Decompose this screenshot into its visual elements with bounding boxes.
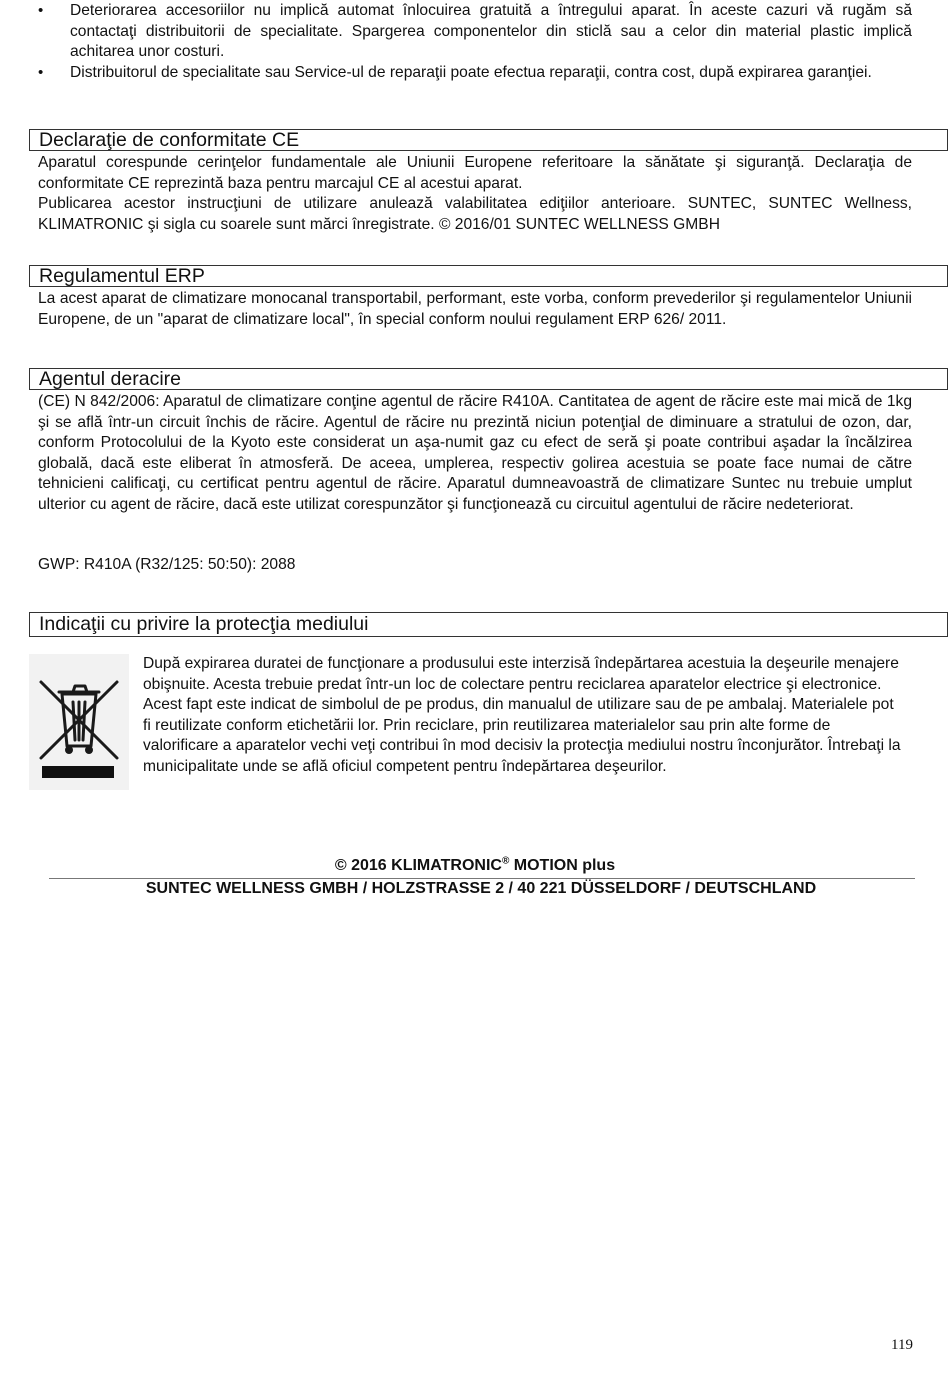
gwp-line: GWP: R410A (R32/125: 50:50): 2088 — [38, 556, 296, 573]
declaration-paragraph-1: Aparatul corespunde cerinţelor fundamentale ale Uniunii Europene referitoare la sănătate şi siguranţă. Declaraţia de conformitate CE reprezintă baza pentru marcajul CE al acestui aparat. — [38, 154, 912, 192]
bullet-item-repairs: • Distribuitorul de specialitate sau Service-ul de reparaţii poate efectua reparaţii, contra cost, după expirarea garanţiei. — [38, 63, 912, 84]
registered-mark: ® — [501, 855, 510, 867]
declaration-paragraph-2: Publicarea acestor instrucţiuni de utilizare anulează valabilitatea ediţiilor anterioare. SUNTEC, SUNTEC Wellness, KLIMATRONIC şi sigla cu soarele sunt mărci înregistrate. © 2016/01 SUNTEC WELLNESS GMBH — [38, 195, 912, 233]
footer-copyright-prefix: © 2016 KLIMATRONIC — [334, 857, 502, 874]
footer-copyright-suffix: MOTION plus — [509, 857, 616, 874]
erp-paragraph: La acest aparat de climatizare monocanal transportabil, performant, este vorba, conform prevederilor şi regulamentelor Uniunii Europene, de un "aparat de climatizare local", în special conform noului regulament ERP 626/ 2011. — [38, 290, 912, 328]
refrigerant-section — [38, 392, 912, 516]
declaration-heading: Declaraţie de conformitate CE — [29, 129, 948, 151]
refrigerant-heading: Agentul deracire — [29, 368, 948, 390]
footer-address: SUNTEC WELLNESS GMBH / HOLZSTRASSE 2 / 40 221 DÜSSELDORF / DEUTSCHLAND — [145, 880, 817, 897]
bullet-item-accessories: • Deteriorarea accesoriilor nu implică automat înlocuirea gratuită a întregului aparat. În aceste cazuri vă rugăm să contactaţi distribuitorii de specialitate. Spargerea componentelor din sticlă sau a celor din material plastic implică achitarea unor costuri. — [38, 1, 912, 63]
footer-copyright — [0, 856, 950, 877]
environment-heading: Indicaţii cu privire la protecţia mediului — [29, 612, 948, 637]
crossed-out-wheelie-bin-icon — [29, 654, 129, 790]
refrigerant-paragraph: (CE) N 842/2006: Aparatul de climatizare conţine agentul de răcire R410A. Cantitatea de agent de răcire este mai mică de 1kg şi se află într-un circuit închis de răcire. Agentul de răcire nu prezintă niciun potenţial de diminuare a stratului de ozon, dar, conform Protocolului de la Kyoto este considerat un aşa-numit gaz cu efect de seră şi poate contribui aşadar la încălzirea globală, dacă este eliberat în atmosferă. De aceea, umplerea, respectiv golirea acestuia se poate face numai de către tehnicieni calificaţi, cu certificat pentru agentul de răcire. Aparatul dumneavoastră de climatizare Suntec nu trebuie umplut ulterior cu agent de răcire, dacă este utilizat corespunzător şi funcţionează cu circuitul agentului de răcire nedeteriorat. — [38, 393, 912, 513]
environment-paragraph: După expirarea duratei de funcţionare a produsului este interzisă îndepărtarea acestuia la deşeurile menajere obişnuite. Acesta trebuie predat într-un loc de colectare pentru reciclarea aparatelor electrice şi electronice. Acest fapt este indicat de simbolul de pe produs, din manualul de utilizare sau de pe ambalaj. Materialele pot fi reutilizate conform etichetării lor. Prin reciclare, prin reutilizarea materialelor sau prin alte forme de valorificare a aparatelor vechi veţi contribui în mod decisiv la protecţia mediului nostru înconjurător. Întrebaţi la municipalitate unde se află oficiul competent pentru îndepărtarea deşeurilor. — [143, 655, 901, 775]
page-number: 119 — [891, 1337, 913, 1353]
erp-heading: Regulamentul ERP — [29, 265, 948, 287]
gwp-section — [38, 555, 912, 576]
declaration-section — [38, 153, 912, 235]
erp-section — [38, 289, 912, 330]
warranty-bullet-list — [38, 1, 912, 83]
